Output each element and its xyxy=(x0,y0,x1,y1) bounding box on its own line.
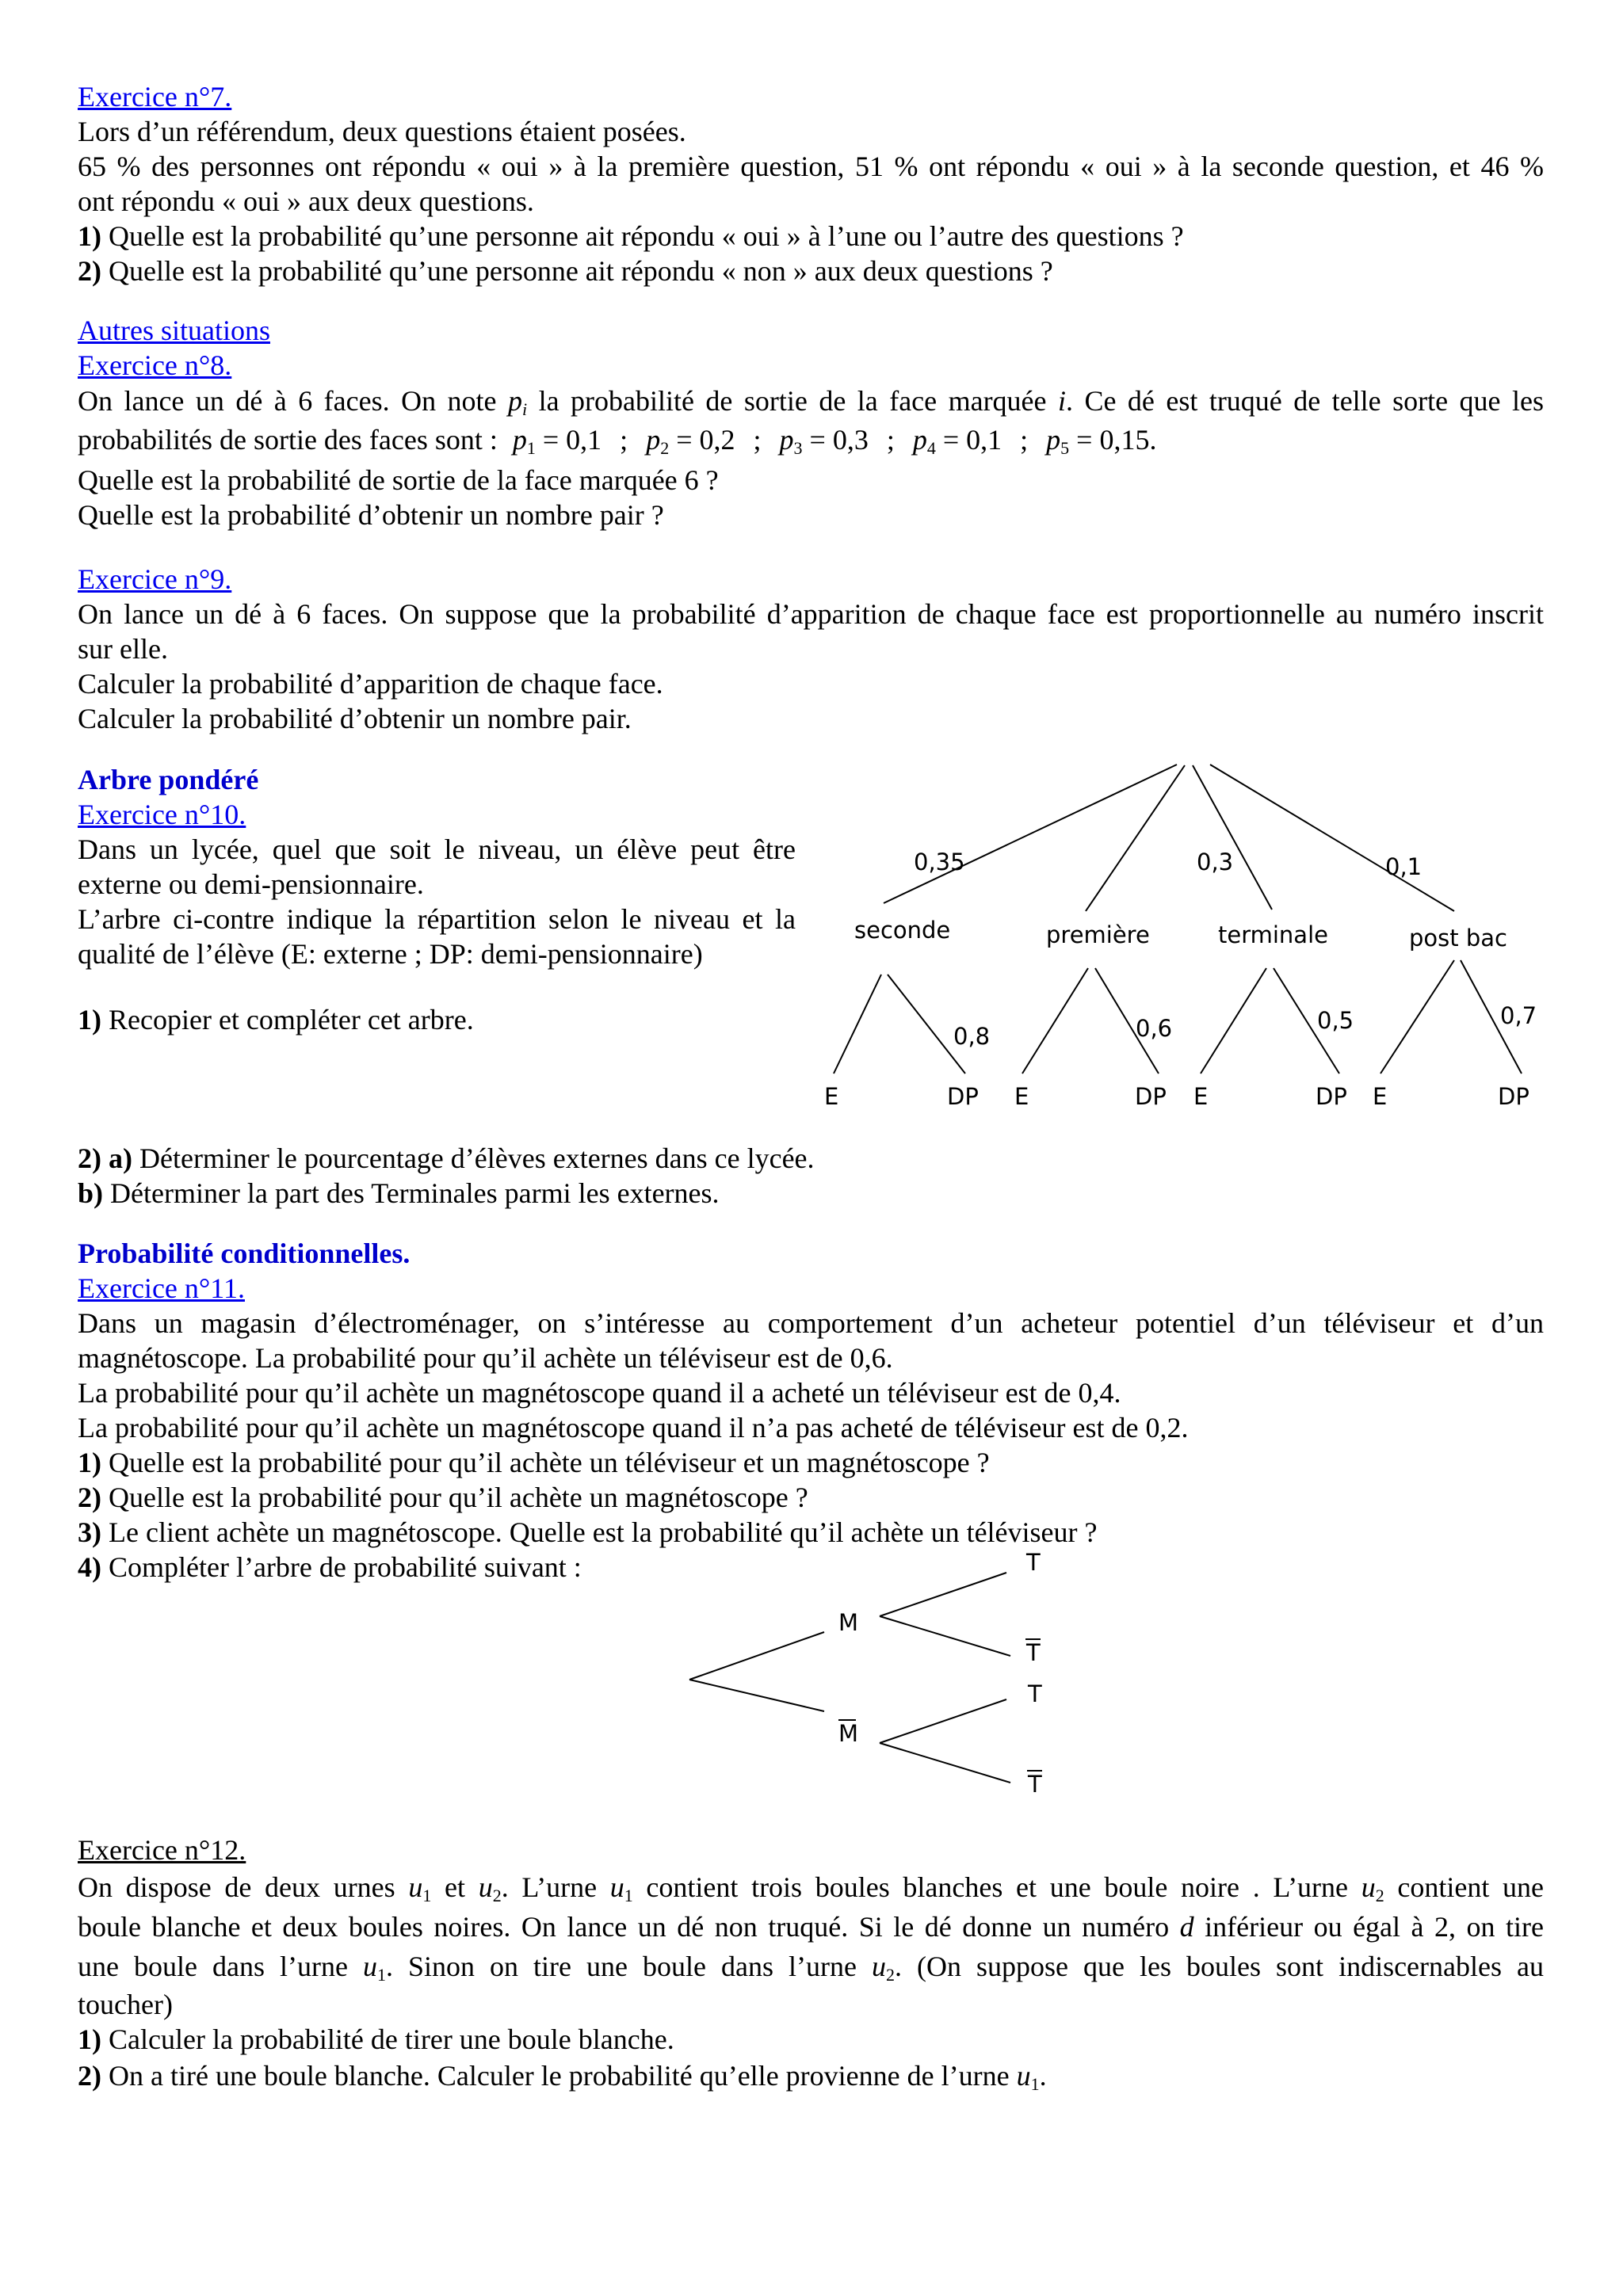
tree-leaf-dp: DP xyxy=(1498,1083,1529,1110)
text: . L’urne xyxy=(501,1871,610,1903)
tree-leaf-dp: DP xyxy=(1135,1083,1167,1110)
question-text: Calculer la probabilité de tirer une boule blanche. xyxy=(101,2023,674,2055)
tree-prob-premiere-dp: 0,6 xyxy=(1136,1015,1173,1042)
ex7-line2: 65 % des personnes ont répondu « oui » à la première question, 51 % ont répondu « oui » à la seconde question, et 46 % xyxy=(78,151,1544,182)
section-heading-prob: Probabilité conditionnelles. xyxy=(78,1238,411,1269)
tree-leaf-e: E xyxy=(1193,1083,1209,1110)
ex8-line2: probabilités de sortie des faces sont : $p_1 = 0,1$ ; $p_2 = 0,2$ ; $p_3 = 0,3$ ; $p_4 = 0,1$ ; $p_5 = 0,15$. xyxy=(78,424,1157,458)
question-number: 3) xyxy=(78,1516,101,1548)
math-sub: 1 xyxy=(376,1965,386,1985)
ex8-title[interactable]: Exercice n°8. xyxy=(78,349,232,381)
tree-leaf-e: E xyxy=(1373,1083,1388,1110)
question-number: 4) xyxy=(78,1551,101,1583)
tree-node-t: T xyxy=(1028,1680,1042,1707)
question-number: 1) xyxy=(78,1447,101,1478)
math-var: u xyxy=(1361,1871,1376,1903)
ex12-question2 xyxy=(78,2058,1047,2093)
ex9-line2: sur elle. xyxy=(78,633,168,665)
ex11-line3: La probabilité pour qu’il achète un magnétoscope quand il a acheté un téléviseur est de 0,4. xyxy=(78,1377,1121,1409)
math-var: i xyxy=(1057,385,1066,417)
tree-node-postbac: post bac xyxy=(1409,925,1507,952)
autres-situations-link[interactable]: Autres situations xyxy=(78,315,270,346)
ex12-line2 xyxy=(78,1909,1544,1944)
text: probabilités de sortie des faces sont : xyxy=(78,424,498,456)
math-sub: 2 xyxy=(660,438,670,458)
tree-prob-postbac-dp: 0,7 xyxy=(1500,1002,1537,1029)
question-number: 1) xyxy=(78,1004,101,1035)
math-var: p xyxy=(507,385,522,417)
math-sub: 1 xyxy=(422,1886,432,1905)
ex10-title[interactable]: Exercice n°10. xyxy=(78,799,246,830)
prob-p3: $p_3 = 0,3$ xyxy=(779,424,869,458)
math-sub: 1 xyxy=(526,438,536,458)
math-value: = 0,1 xyxy=(542,424,602,456)
ex12-line4: toucher) xyxy=(78,1989,173,2020)
branch-mbar-t xyxy=(880,1699,1006,1743)
tree-node-tbar: T xyxy=(1028,1771,1042,1798)
text: et xyxy=(431,1871,479,1903)
math-value: = 0,3 xyxy=(809,424,869,456)
math-var: u xyxy=(478,1871,493,1903)
question-number: 2) xyxy=(78,2060,101,2092)
ex12-title: Exercice n°12. xyxy=(78,1834,246,1866)
section-heading-arbre: Arbre pondéré xyxy=(78,764,259,795)
tree-leaf-e: E xyxy=(824,1083,839,1110)
math-var: u xyxy=(872,1951,886,1982)
math-sub: i xyxy=(521,399,528,419)
question-text: Quelle est la probabilité pour qu’il achète un téléviseur et un magnétoscope ? xyxy=(101,1447,990,1478)
math-var: u xyxy=(1016,2060,1031,2092)
question-text: Le client achète un magnétoscope. Quelle est la probabilité qu’il achète un téléviseur ? xyxy=(101,1516,1098,1548)
ex11-line2: magnétoscope. La probabilité pour qu’il achète un téléviseur est de 0,6. xyxy=(78,1342,893,1374)
math-sub: 1 xyxy=(1030,2074,1040,2094)
math-sub: 1 xyxy=(624,1886,633,1905)
question-text: Compléter l’arbre de probabilité suivant : xyxy=(101,1551,582,1583)
math-value: = 0,2 xyxy=(676,424,735,456)
ex12-question1 xyxy=(78,2022,674,2057)
question-number: 2) xyxy=(78,255,101,287)
question-text: On a tiré une boule blanche. Calculer le probabilité qu’elle provienne de l’urne xyxy=(101,2060,1017,2092)
ex9-line1: On lance un dé à 6 faces. On suppose que la probabilité d’apparition de chaque face est proportionnelle au numéro inscrit xyxy=(78,598,1544,630)
ex7-line3: ont répondu « oui » aux deux questions. xyxy=(78,185,534,217)
tree-node-terminale: terminale xyxy=(1218,921,1328,948)
ex11-line1: Dans un magasin d’électroménager, on s’intéresse au comportement d’un acheteur potentiel d’un téléviseur et d’un xyxy=(78,1307,1544,1339)
math-value: = 0,1 xyxy=(942,424,1002,456)
math-sub: 2 xyxy=(886,1965,895,1985)
ex9-line3: Calculer la probabilité d’apparition de chaque face. xyxy=(78,668,663,700)
ex7-line1: Lors d’un référendum, deux questions étaient posées. xyxy=(78,116,686,147)
tree-node-seconde: seconde xyxy=(854,917,951,944)
tree-prob-seconde: 0,35 xyxy=(914,849,965,875)
question-text: Recopier et compléter cet arbre. xyxy=(101,1004,474,1035)
branch-root-m xyxy=(689,1632,824,1680)
branch-m-t xyxy=(880,1573,1006,1616)
tree-node-m: M xyxy=(838,1609,859,1636)
text: boule blanche et deux boules noires. On lance un dé non truqué. Si le dé donne un numéro xyxy=(78,1911,1180,1943)
math-value: = 0,15 xyxy=(1076,424,1150,456)
prob-p1: $p_1 = 0,1$ xyxy=(512,424,602,458)
ex9-title[interactable]: Exercice n°9. xyxy=(78,563,232,595)
ex12-line1 xyxy=(78,1870,1544,1905)
text: On dispose de deux urnes xyxy=(78,1871,409,1903)
branch-mbar-tbar xyxy=(880,1743,1010,1783)
text: . (On suppose que les boules sont indiscernables au xyxy=(895,1951,1544,1982)
tree-leaf-dp: DP xyxy=(947,1083,979,1110)
math-var: u xyxy=(609,1871,624,1903)
question-number: b) xyxy=(78,1177,104,1209)
ex8-line4: Quelle est la probabilité d’obtenir un nombre pair ? xyxy=(78,499,664,531)
ex10-line1: Dans un lycée, quel que soit le niveau, un élève peut être xyxy=(78,833,796,865)
branch-m-tbar xyxy=(880,1616,1010,1656)
math-var: u xyxy=(362,1951,377,1982)
tree-prob-seconde-dp: 0,8 xyxy=(953,1023,991,1050)
tree-prob-terminale: 0,3 xyxy=(1197,849,1234,875)
ex9-line4: Calculer la probabilité d’obtenir un nombre pair. xyxy=(78,703,632,734)
question-number: 1) xyxy=(78,2023,101,2055)
text: . xyxy=(1039,2060,1047,2092)
tree-node-mbar: M xyxy=(838,1720,859,1747)
ex8-line3: Quelle est la probabilité de sortie de la face marquée 6 ? xyxy=(78,464,719,496)
ex11-line4: La probabilité pour qu’il achète un magnétoscope quand il n’a pas acheté de téléviseur est de 0,2. xyxy=(78,1412,1189,1444)
text: . Sinon on tire une boule dans l’urne xyxy=(385,1951,872,1982)
tree-prob-terminale-dp: 0,5 xyxy=(1317,1007,1354,1034)
math-sub: 3 xyxy=(793,438,803,458)
question-number: 2) a) xyxy=(78,1142,132,1174)
tree-leaf-dp: DP xyxy=(1316,1083,1347,1110)
math-sub: 5 xyxy=(1060,438,1070,458)
text: contient trois boules blanches et une boule noire . L’urne xyxy=(632,1871,1361,1903)
math-sub: 2 xyxy=(1375,1886,1384,1905)
text: une boule dans l’urne xyxy=(78,1951,363,1982)
question-number: 1) xyxy=(78,220,101,252)
branch-root-mbar xyxy=(689,1680,824,1711)
ex12-line3 xyxy=(78,1949,1544,1984)
prob-p5: $p_5 = 0,15$ xyxy=(1046,424,1150,458)
prob-p4: $p_4 = 0,1$ xyxy=(912,424,1002,458)
question-text: Déterminer la part des Terminales parmi les externes. xyxy=(103,1177,720,1209)
ex7-title[interactable]: Exercice n°7. xyxy=(78,81,232,113)
math-sub: 4 xyxy=(926,438,936,458)
text: contient une xyxy=(1384,1871,1545,1903)
ex10-line2: externe ou demi-pensionnaire. xyxy=(78,868,424,900)
math-sub: 2 xyxy=(492,1886,502,1905)
tree-node-t: T xyxy=(1026,1549,1041,1576)
tree-node-premiere: première xyxy=(1046,921,1150,948)
text: On lance un dé à 6 faces. On note xyxy=(78,385,508,417)
question-text: Quelle est la probabilité qu’une personne ait répondu « non » aux deux questions ? xyxy=(101,255,1053,287)
tree-prob-postbac: 0,1 xyxy=(1385,853,1423,880)
question-text: Déterminer le pourcentage d’élèves externes dans ce lycée. xyxy=(132,1142,815,1174)
text: . Ce dé est truqué de telle sorte que les xyxy=(1066,385,1544,417)
question-text: Quelle est la probabilité pour qu’il achète un magnétoscope ? xyxy=(101,1482,808,1513)
text: inférieur ou égal à 2, on tire xyxy=(1193,1911,1544,1943)
question-number: 2) xyxy=(78,1482,101,1513)
tree-leaf-e: E xyxy=(1014,1083,1029,1110)
ex11-title[interactable]: Exercice n°11. xyxy=(78,1272,245,1304)
math-var: u xyxy=(408,1871,423,1903)
tree-node-tbar: T xyxy=(1026,1639,1041,1666)
ex10-line4: qualité de l’élève (E: externe ; DP: demi-pensionnaire) xyxy=(78,938,703,970)
prob-p2: $p_2 = 0,2$ xyxy=(646,424,735,458)
question-text: Quelle est la probabilité qu’une personne ait répondu « oui » à l’une ou l’autre des questions ? xyxy=(101,220,1184,252)
math-var: d xyxy=(1179,1911,1194,1943)
text: la probabilité de sortie de la face marquée xyxy=(527,385,1058,417)
ex10-line3: L’arbre ci-contre indique la répartition selon le niveau et la xyxy=(78,903,796,935)
